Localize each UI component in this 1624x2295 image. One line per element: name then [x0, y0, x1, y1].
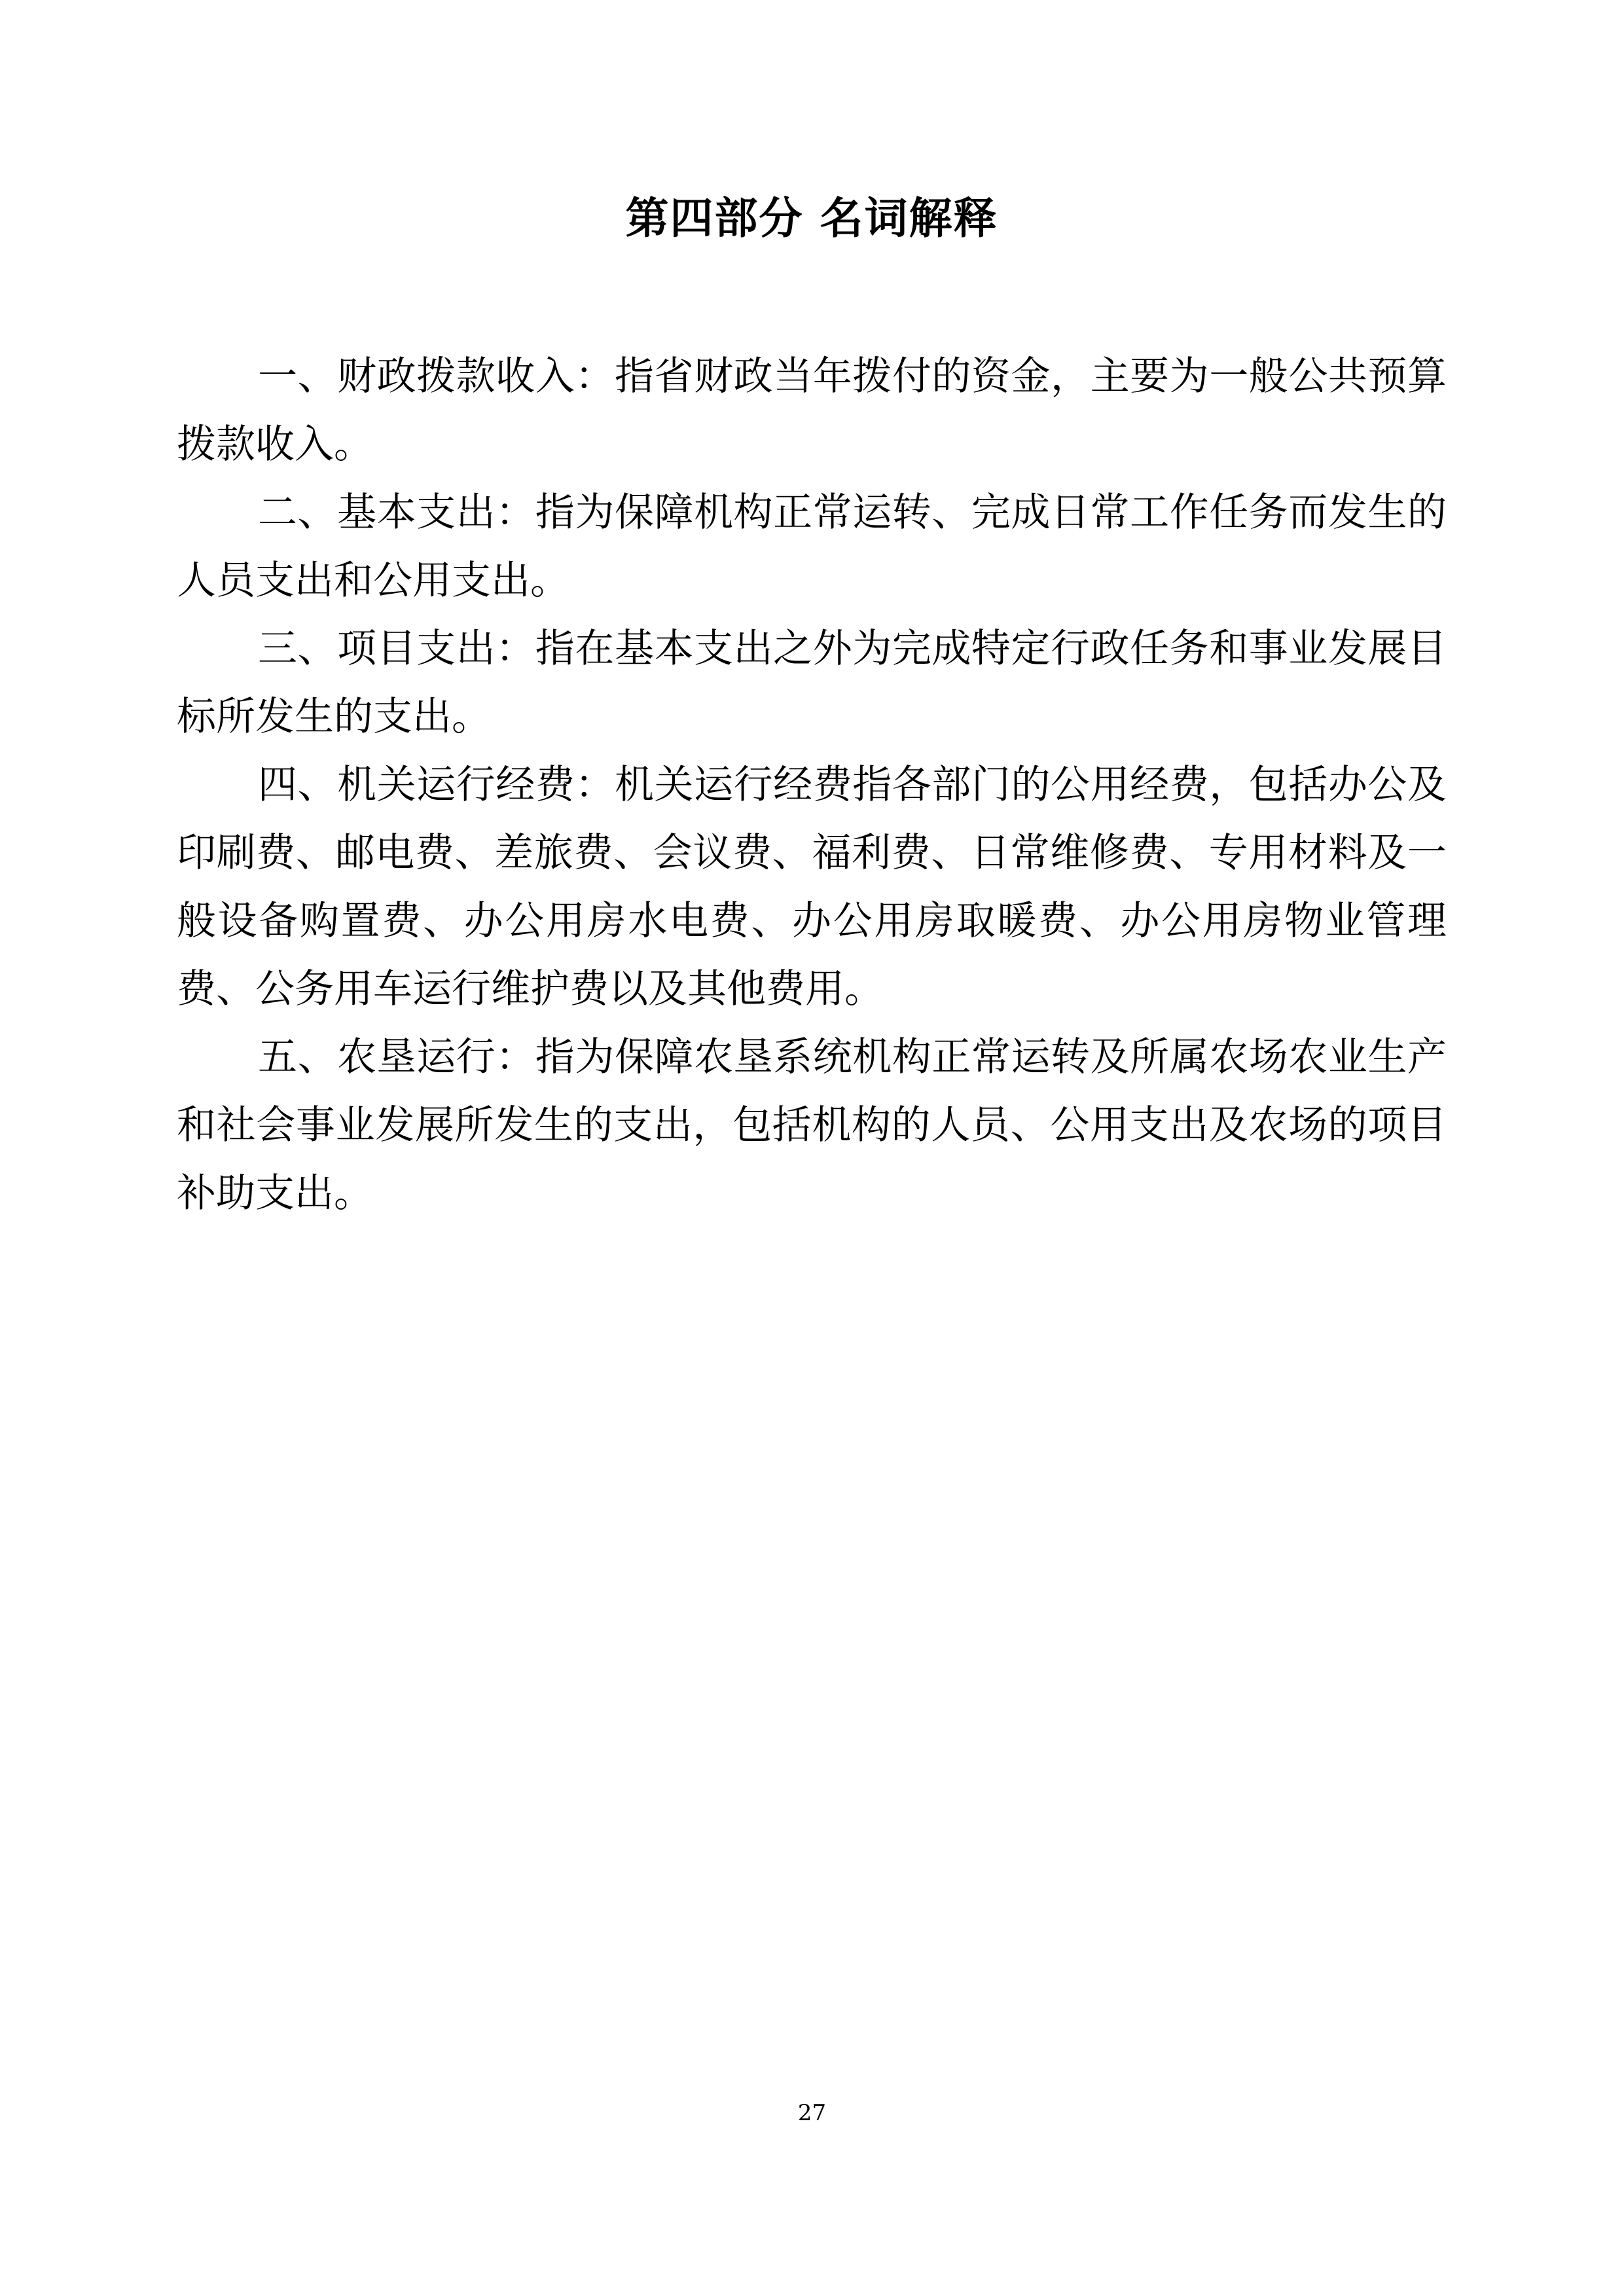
body-text: [177, 342, 1447, 1227]
paragraph-item: 二、基本支出：指为保障机构正常运转、完成日常工作任务而发生的人员支出和公用支出。: [177, 490, 1447, 604]
paragraph-item: 一、财政拨款收入：指省财政当年拨付的资金，主要为一般公共预算拨款收入。: [177, 353, 1447, 467]
paragraph-item: 五、农垦运行：指为保障农垦系统机构正常运转及所属农场农业生产和社会事业发展所发生的支出，包括机构的人员、公用支出及农场的项目补助支出。: [177, 1034, 1447, 1216]
paragraph-item: 四、机关运行经费：机关运行经费指各部门的公用经费，包括办公及印刷费、邮电费、差旅费、会议费、福利费、日常维修费、专用材料及一般设备购置费、办公用房水电费、办公用房取暖费、办公用房物业管理费、公务用车运行维护费以及其他费用。: [177, 762, 1447, 1012]
page-title: 第四部分 名词解释: [625, 193, 998, 244]
page-content: [177, 0, 1447, 1227]
paragraph-item: 三、项目支出：指在基本支出之外为完成特定行政任务和事业发展目标所发生的支出。: [177, 626, 1447, 740]
page-number: 27: [797, 2100, 827, 2126]
